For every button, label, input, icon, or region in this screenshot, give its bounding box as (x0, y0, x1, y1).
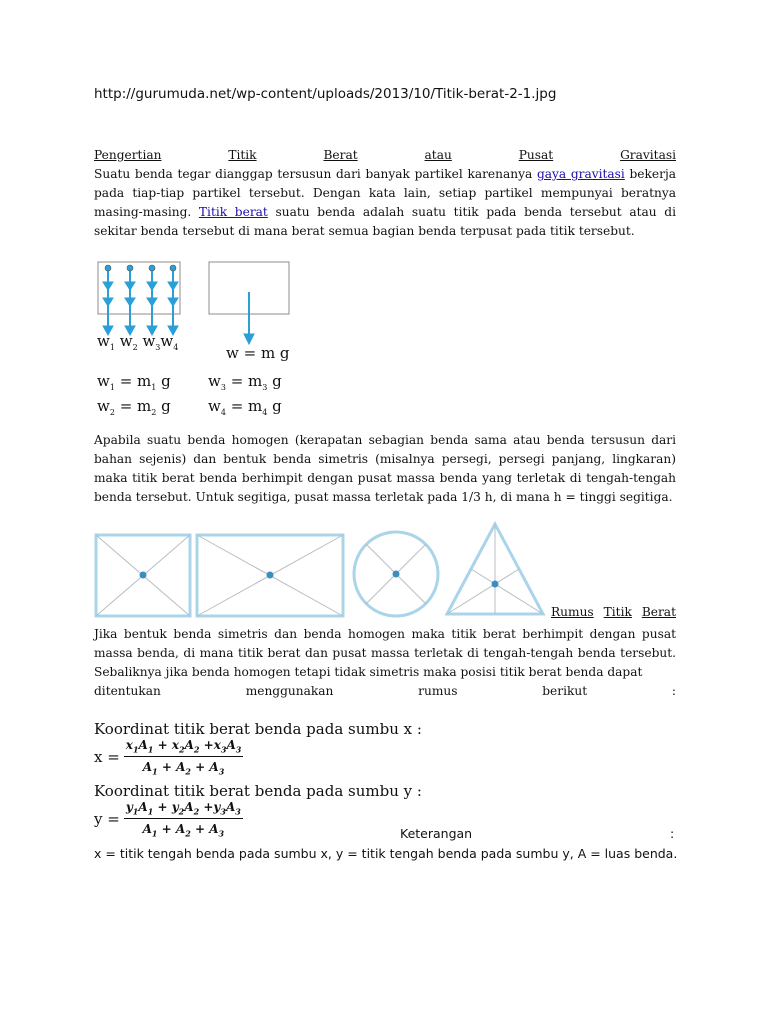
shape-triangle (447, 524, 543, 614)
arrow-w1 (103, 265, 113, 335)
weight-arrows (103, 265, 178, 335)
weight-equations-left: $w_1 = m_1$ g $w_2 = m_2$ g (97, 372, 171, 417)
formula-y-denominator: $A_1 + A_2 + A_3$ (142, 822, 225, 839)
formula-y-numerator: $y_1A_1 + y_2A_2 +y_3A_3$ (124, 800, 243, 819)
shape-rectangle (197, 535, 343, 616)
arrow-w4 (168, 265, 178, 335)
heading-word: Pengertian (94, 148, 162, 162)
section-heading (94, 146, 676, 165)
link-gaya-gravitasi[interactable]: gaya gravitasi (536, 167, 625, 181)
paragraph-definition: Suatu benda tegar dianggap tersusun dari banyak partikel karenanya gaya gravitasi bekerja pada tiap-tiap partikel tersebut. Dengan kata lain, setiap partikel mempunyai beratnya masing-masing. Titik berat suatu benda adalah suatu titik pada benda tersebut atau di sekitar benda tersebut di mana berat semua bagian benda terpusat pada titik tersebut. (94, 167, 676, 238)
formula-x-numerator: $x_1A_1 + x_2A_2 +x_3A_3$ (124, 738, 244, 757)
heading-word: Berat (323, 148, 358, 162)
formula-y: y = $\frac{y_1A_1 + y_2A_2 +y_3A_3}{A_1 + A_2 + A_3}$ (94, 800, 241, 839)
heading-word: Titik (228, 148, 257, 162)
paragraph-rumus: Jika bentuk benda simetris dan benda homogen maka titik berat berhimpit dengan pusat massa benda, di mana titik berat dan pusat massa terletak di tengah-tengah benda tersebut. Sebaliknya jika benda homogen tetapi tidak simetris maka posisi titik berat benda dapat (94, 627, 676, 679)
keterangan-colon: : (670, 826, 675, 841)
keterangan-description: x = titik tengah benda pada sumbu x, y = titik tengah benda pada sumbu y, A = luas benda. (94, 846, 678, 861)
formula-x-denominator: $A_1 + A_2 + A_3$ (142, 760, 225, 777)
weight-labels: $w_1$ $w_2$ $w_3w_4$ (97, 332, 179, 352)
rumus-heading: Rumus Titik Berat (551, 605, 676, 619)
shape-square (96, 535, 190, 616)
heading-word: Pusat (518, 148, 554, 162)
formula-y-title: Koordinat titik berat benda pada sumbu y : (94, 782, 422, 800)
weight-equations-right: $w_3 = m_3$ g $w_4 = m_4$ g (208, 372, 282, 417)
arrow-total-weight (244, 292, 254, 344)
formula-x-fraction (124, 738, 244, 777)
paragraph-homogen: Apabila suatu benda homogen (kerapatan sebagian benda sama atau benda tersusun dari bahan sejenis) dan bentuk benda simetris (misalnya persegi, persegi panjang, lingkaran) maka titik berat benda berhimpit dengan pusat massa benda yang terletak di tengah-tengah benda tersebut. Untuk segitiga, pusat massa terletak pada 1/3 h, di mana h = tinggi segitiga. (94, 433, 676, 504)
heading-word: atau (424, 148, 452, 162)
image-url-text: http://gurumuda.net/wp-content/uploads/2013/10/Titik-berat-2-1.jpg (94, 86, 557, 102)
figure-partial-weights (92, 256, 312, 416)
formula-x-title: Koordinat titik berat benda pada sumbu x : (94, 720, 422, 738)
link-titik-berat[interactable]: Titik berat (198, 205, 268, 219)
paragraph-rumus-last-line: ditentukan menggunakan rumus berikut : (94, 684, 676, 698)
arrow-w3 (147, 265, 157, 335)
arrow-w2 (125, 265, 135, 335)
formula-y-fraction (124, 800, 243, 839)
heading-word: Gravitasi (620, 148, 676, 162)
keterangan-label: Keterangan (400, 826, 473, 841)
total-weight-label: w = m g (226, 344, 290, 362)
formula-x: x = $\frac{x_1A_1 + x_2A_2 +x_3A_3}{A_1 + A_2 + A_3}$ (94, 738, 242, 777)
figure-symmetric-shapes (94, 520, 550, 618)
shape-circle (354, 532, 438, 616)
